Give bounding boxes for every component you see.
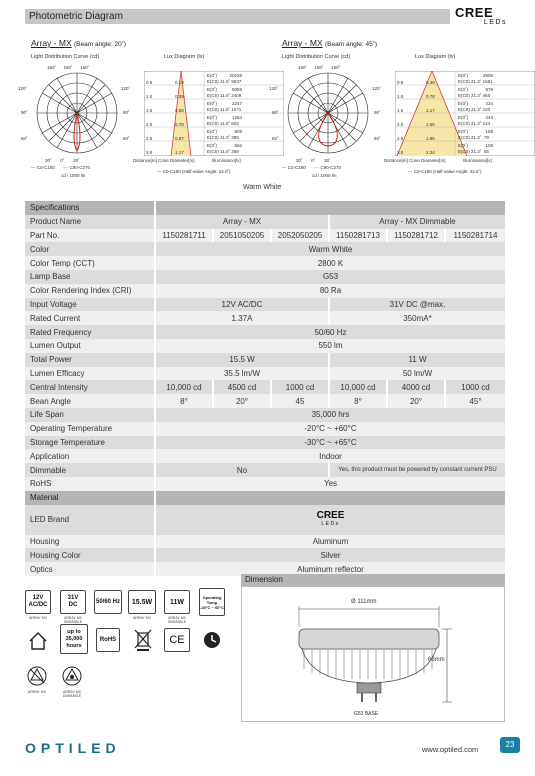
spec-value: 4500 cd (213, 380, 271, 394)
base-label: G53 BASE (354, 711, 379, 717)
indoor-home-icon (25, 628, 51, 654)
lux-columns: Distance[m] Cone Diameter[m] Illuminance[lx] (133, 158, 241, 163)
diameter-value: 0.19 (175, 80, 184, 85)
distance-value: 1.5 (397, 108, 404, 113)
angle-label: 120˚ (372, 86, 382, 91)
spec-row (25, 325, 505, 339)
icon-caption: ARRAY MX DIMMABLE (63, 616, 83, 624)
angle-top-labels: 150˚ 180˚ 150˚ (47, 65, 90, 70)
spec-row (25, 422, 505, 436)
distance-value: 3.0 (146, 150, 153, 155)
section-title: Specifications (25, 201, 155, 215)
spec-row (25, 242, 505, 256)
voltage-12v-icon: 12V AC/DC (25, 590, 51, 614)
distance-value: 2.0 (146, 122, 153, 127)
material-label: Housing Color (25, 548, 155, 562)
spec-row (25, 380, 505, 394)
optiled-logo: OPTILED (25, 740, 121, 756)
ldc-title: Light Distribution Curve (cd) (31, 54, 100, 60)
spec-value: 50/60 Hz (155, 325, 505, 339)
distance-value: 1.5 (146, 108, 153, 113)
material-row (25, 505, 505, 535)
illum-row: E(0˚) 3905 E(C0) 21.3˚ 1581 (458, 73, 494, 84)
spec-value: Yes, this product must be powered by constant current PSU (329, 463, 505, 477)
spec-label: Input Voltage (25, 298, 155, 312)
spec-row (25, 215, 505, 229)
spec-value: Yes (155, 477, 505, 491)
spec-label: Product Name (25, 215, 155, 229)
spec-row (25, 477, 505, 491)
spec-value: No (155, 463, 329, 477)
spec-value: 45 (271, 394, 329, 408)
dimmable-yes-icon (60, 664, 84, 688)
spec-value: 1150281713 (329, 229, 387, 243)
spec-value: -30°C ~ +65°C (155, 436, 505, 450)
illum-row: E(0˚) 158 E(C0) 21.3˚ 79 (458, 129, 494, 140)
spec-value: 11 W (329, 353, 505, 367)
illum-row: E(0˚) 5056 E(C0) 11.0˚ 2409 (207, 87, 243, 98)
dimmable-no-icon (25, 664, 49, 688)
spec-label: Life Span (25, 408, 155, 422)
spec-value: 550 lm (155, 339, 505, 353)
material-row (25, 548, 505, 562)
dimension-header (241, 574, 505, 586)
angle-label: 60˚ (374, 136, 381, 141)
spec-value: 8° (329, 394, 387, 408)
spec-label: Operating Temperature (25, 422, 155, 436)
spec-row (25, 284, 505, 298)
power-15w-icon: 15.5W (128, 590, 156, 614)
spec-value: 35,000 hrs (155, 408, 505, 422)
spec-value: 10,000 cd (155, 380, 213, 394)
photometric-block-2 (269, 38, 532, 188)
diameter-value: 1.17 (426, 108, 435, 113)
icon-caption: ARRAY MX (29, 616, 47, 620)
spec-row (25, 394, 505, 408)
spec-value: 2800 K (155, 256, 505, 270)
clock-icon (200, 628, 224, 652)
section-row (25, 201, 505, 215)
material-row (25, 535, 505, 549)
spec-value: 45° (445, 394, 505, 408)
spec-label: Part No. (25, 229, 155, 243)
spec-value: 20° (213, 394, 271, 408)
icon-caption: ARRAY MX DIMMABLE (167, 616, 187, 624)
spec-value: G53 (155, 270, 505, 284)
ldc-title: Light Distribution Curve (cd) (282, 54, 351, 60)
illum-row: E(0˚) 562 E(C0) 11.0˚ 268 (207, 143, 243, 154)
spec-value: 1150281712 (387, 229, 445, 243)
illum-row: E(0˚) 976 E(C0) 21.3˚ 465 (458, 87, 494, 98)
angle-label: 90˚ (272, 110, 279, 115)
distance-value: 0.5 (146, 80, 153, 85)
spec-value: 1000 cd (271, 380, 329, 394)
spec-label: Lumen Output (25, 339, 155, 353)
spec-value: 1000 cd (445, 380, 505, 394)
angle-top-labels: 150˚ 180˚ 150˚ (298, 65, 341, 70)
angle-bottom-labels: 30˚ 0˚ 30˚ (296, 158, 331, 163)
diameter-value: 0.97 (175, 136, 184, 141)
distance-value: 0.5 (397, 80, 404, 85)
spec-label: Color Rendering Index (CRI) (25, 284, 155, 298)
icon-caption: ARRAY MX (28, 690, 46, 694)
page-number: 23 (500, 737, 520, 753)
spec-value: 1150281714 (445, 229, 505, 243)
spec-value: 1.37A (155, 311, 329, 325)
angle-label: 60˚ (21, 136, 28, 141)
diameter-value: 1.55 (426, 122, 435, 127)
spec-value: 50 lm/W (329, 367, 505, 381)
material-value: Aluminum reflector (155, 562, 505, 576)
angle-label: 90˚ (123, 110, 130, 115)
illum-row: E(0˚) 108 E(C0) 21.3˚ 55 (458, 143, 494, 154)
spec-label: RoHS (25, 477, 155, 491)
angle-label: 120˚ (269, 86, 279, 91)
distance-value: 2.5 (397, 136, 404, 141)
cree-logo (455, 6, 513, 32)
lux-columns: Distance[m] Cone Diameter[m] Illuminance[lx] (384, 158, 492, 163)
spec-row (25, 408, 505, 422)
distance-value: 1.0 (146, 94, 153, 99)
lux-diagram (395, 71, 535, 156)
section-fill (155, 201, 505, 215)
spec-row (25, 463, 505, 477)
spec-label: Application (25, 449, 155, 463)
dimension-drawing (241, 586, 505, 722)
spec-row (25, 256, 505, 270)
height-dimension: 66mm (428, 657, 445, 663)
section-header-photometric (25, 9, 450, 24)
brand-sub: LEDs (483, 19, 507, 26)
spec-value: 80 Ra (155, 284, 505, 298)
lux-legend: — C0-C180 (Half-value Angle: 42.6˚) (408, 169, 482, 174)
spec-row (25, 298, 505, 312)
frequency-icon: 50/60 Hz (94, 590, 122, 614)
angle-label: 90˚ (21, 110, 28, 115)
spec-row (25, 436, 505, 450)
spec-value: 4000 cd (387, 380, 445, 394)
lux-diagram (144, 71, 284, 156)
diameter-value: 2.34 (426, 150, 435, 155)
warm-white-caption: Warm White (243, 184, 282, 191)
spec-label: Color (25, 242, 155, 256)
illum-row: E(0˚) 244 E(C0) 21.3˚ 124 (458, 115, 494, 126)
lux-title: Lux Diagram (lx) (164, 54, 205, 60)
material-label: Housing (25, 535, 155, 549)
diameter-value: 0.39 (175, 94, 184, 99)
spec-row (25, 367, 505, 381)
spec-value: 2052050205 (271, 229, 329, 243)
distance-value: 2.5 (146, 136, 153, 141)
weee-bin-icon (130, 626, 156, 654)
distance-value: 2.0 (397, 122, 404, 127)
voltage-31v-icon: 31V DC (60, 590, 86, 614)
spec-value: 2051050205 (213, 229, 271, 243)
lifespan-icon: up to 35,000 hours (60, 624, 88, 654)
spec-value: 1150281711 (155, 229, 213, 243)
spec-value: Indoor (155, 449, 505, 463)
material-label: Optics (25, 562, 155, 576)
polar-units: cd / 1000 lm (61, 173, 86, 178)
lux-legend: — C0-C180 (Half-value Angle: 22.0˚) (157, 169, 231, 174)
spec-label: Total Power (25, 353, 155, 367)
illum-row: E(0˚) 434 E(C0) 21.3˚ 220 (458, 101, 494, 112)
material-value (155, 505, 505, 535)
illum-row: E(0˚) 2247 E(C0) 11.0˚ 1071 (207, 101, 243, 112)
spec-label: Lamp Base (25, 270, 155, 284)
material-value: Silver (155, 548, 505, 562)
spec-value: 350mA* (329, 311, 505, 325)
rohs-icon: RoHS (96, 628, 120, 652)
spec-label: Storage Temperature (25, 436, 155, 450)
distance-value: 3.0 (397, 150, 404, 155)
icon-caption: ARRAY MX DIMMABLE (62, 690, 82, 698)
spec-value: 12V AC/DC (155, 298, 329, 312)
angle-bottom-labels: 30˚ 0˚ 30˚ (45, 158, 80, 163)
spec-row (25, 353, 505, 367)
dimension-title: Dimension (245, 575, 283, 584)
spec-value: Array - MX (155, 215, 329, 229)
polar-legend: — C0-C180 ···· C90-C270 (31, 165, 91, 170)
section-row (25, 491, 505, 505)
power-11w-icon: 11W (164, 590, 190, 614)
diameter-value: 0.78 (426, 94, 435, 99)
spec-label: Dimmable (25, 463, 155, 477)
spec-value: 8° (155, 394, 213, 408)
angle-label: 90˚ (374, 110, 381, 115)
specifications-table (25, 201, 505, 576)
angle-label: 60˚ (272, 136, 279, 141)
spec-label: Bean Angle (25, 394, 155, 408)
polar-curve-chart (35, 71, 119, 155)
section-title: Photometric Diagram (29, 11, 123, 22)
spec-value: 20° (387, 394, 445, 408)
cree-brand-logo: CREE LEDs (316, 509, 345, 527)
lux-title: Lux Diagram (lx) (415, 54, 456, 60)
photometric-block-1 (18, 38, 281, 188)
spec-value: 15.5 W (155, 353, 329, 367)
spec-row (25, 449, 505, 463)
spec-row (25, 270, 505, 284)
diameter-value: 0.58 (175, 108, 184, 113)
material-value: Aluminum (155, 535, 505, 549)
spec-value: 31V DC @max. (329, 298, 505, 312)
diameter-value: 0.78 (175, 122, 184, 127)
brand-main: CREE (455, 5, 494, 20)
polar-legend: — C0-C180 ···· C90-C270 (282, 165, 342, 170)
illum-row: E(0˚) 1264 E(C0) 11.0˚ 602 (207, 115, 243, 126)
diameter-value: 1.17 (175, 150, 184, 155)
illum-row: E(0˚) 809 E(C0) 11.0˚ 385 (207, 129, 243, 140)
section-title: Material (25, 491, 155, 505)
operating-temp-icon: Operating Temp -20°C ~ 60°C (199, 588, 225, 616)
diameter-dimension: Ø 111mm (351, 599, 377, 605)
website-link[interactable]: www.optiled.com (422, 745, 479, 754)
spec-value: Warm White (155, 242, 505, 256)
array-title: Array - MX (Beam angle: 45˚) (282, 38, 378, 48)
angle-label: 120˚ (18, 86, 28, 91)
diameter-value: 0.39 (426, 80, 435, 85)
polar-curve-chart (286, 71, 370, 155)
array-title: Array - MX (Beam angle: 20˚) (31, 38, 127, 48)
ce-icon: CE (164, 628, 190, 652)
spec-label: Lumen Efficacy (25, 367, 155, 381)
material-label: LED Brand (25, 505, 155, 535)
polar-units: cd / 1000 lm (312, 173, 337, 178)
diameter-value: 1.95 (426, 136, 435, 141)
spec-value: Array - MX Dimmable (329, 215, 505, 229)
spec-label: Central Intensity (25, 380, 155, 394)
spec-value: -20°C ~ +60°C (155, 422, 505, 436)
spec-value: 10,000 cd (329, 380, 387, 394)
illum-row: E(0˚) 20226 E(C0) 11.0˚ 9637 (207, 73, 243, 84)
spec-row (25, 339, 505, 353)
distance-value: 1.0 (397, 94, 404, 99)
angle-label: 60˚ (123, 136, 130, 141)
spec-row (25, 311, 505, 325)
spec-label: Rated Frequency (25, 325, 155, 339)
spec-value: 35.5 lm/W (155, 367, 329, 381)
angle-label: 120˚ (121, 86, 131, 91)
spec-label: Color Temp (CCT) (25, 256, 155, 270)
section-fill (155, 491, 505, 505)
spec-label: Rated Current (25, 311, 155, 325)
spec-row (25, 229, 505, 243)
icon-caption: ARRAY MX (133, 616, 151, 620)
